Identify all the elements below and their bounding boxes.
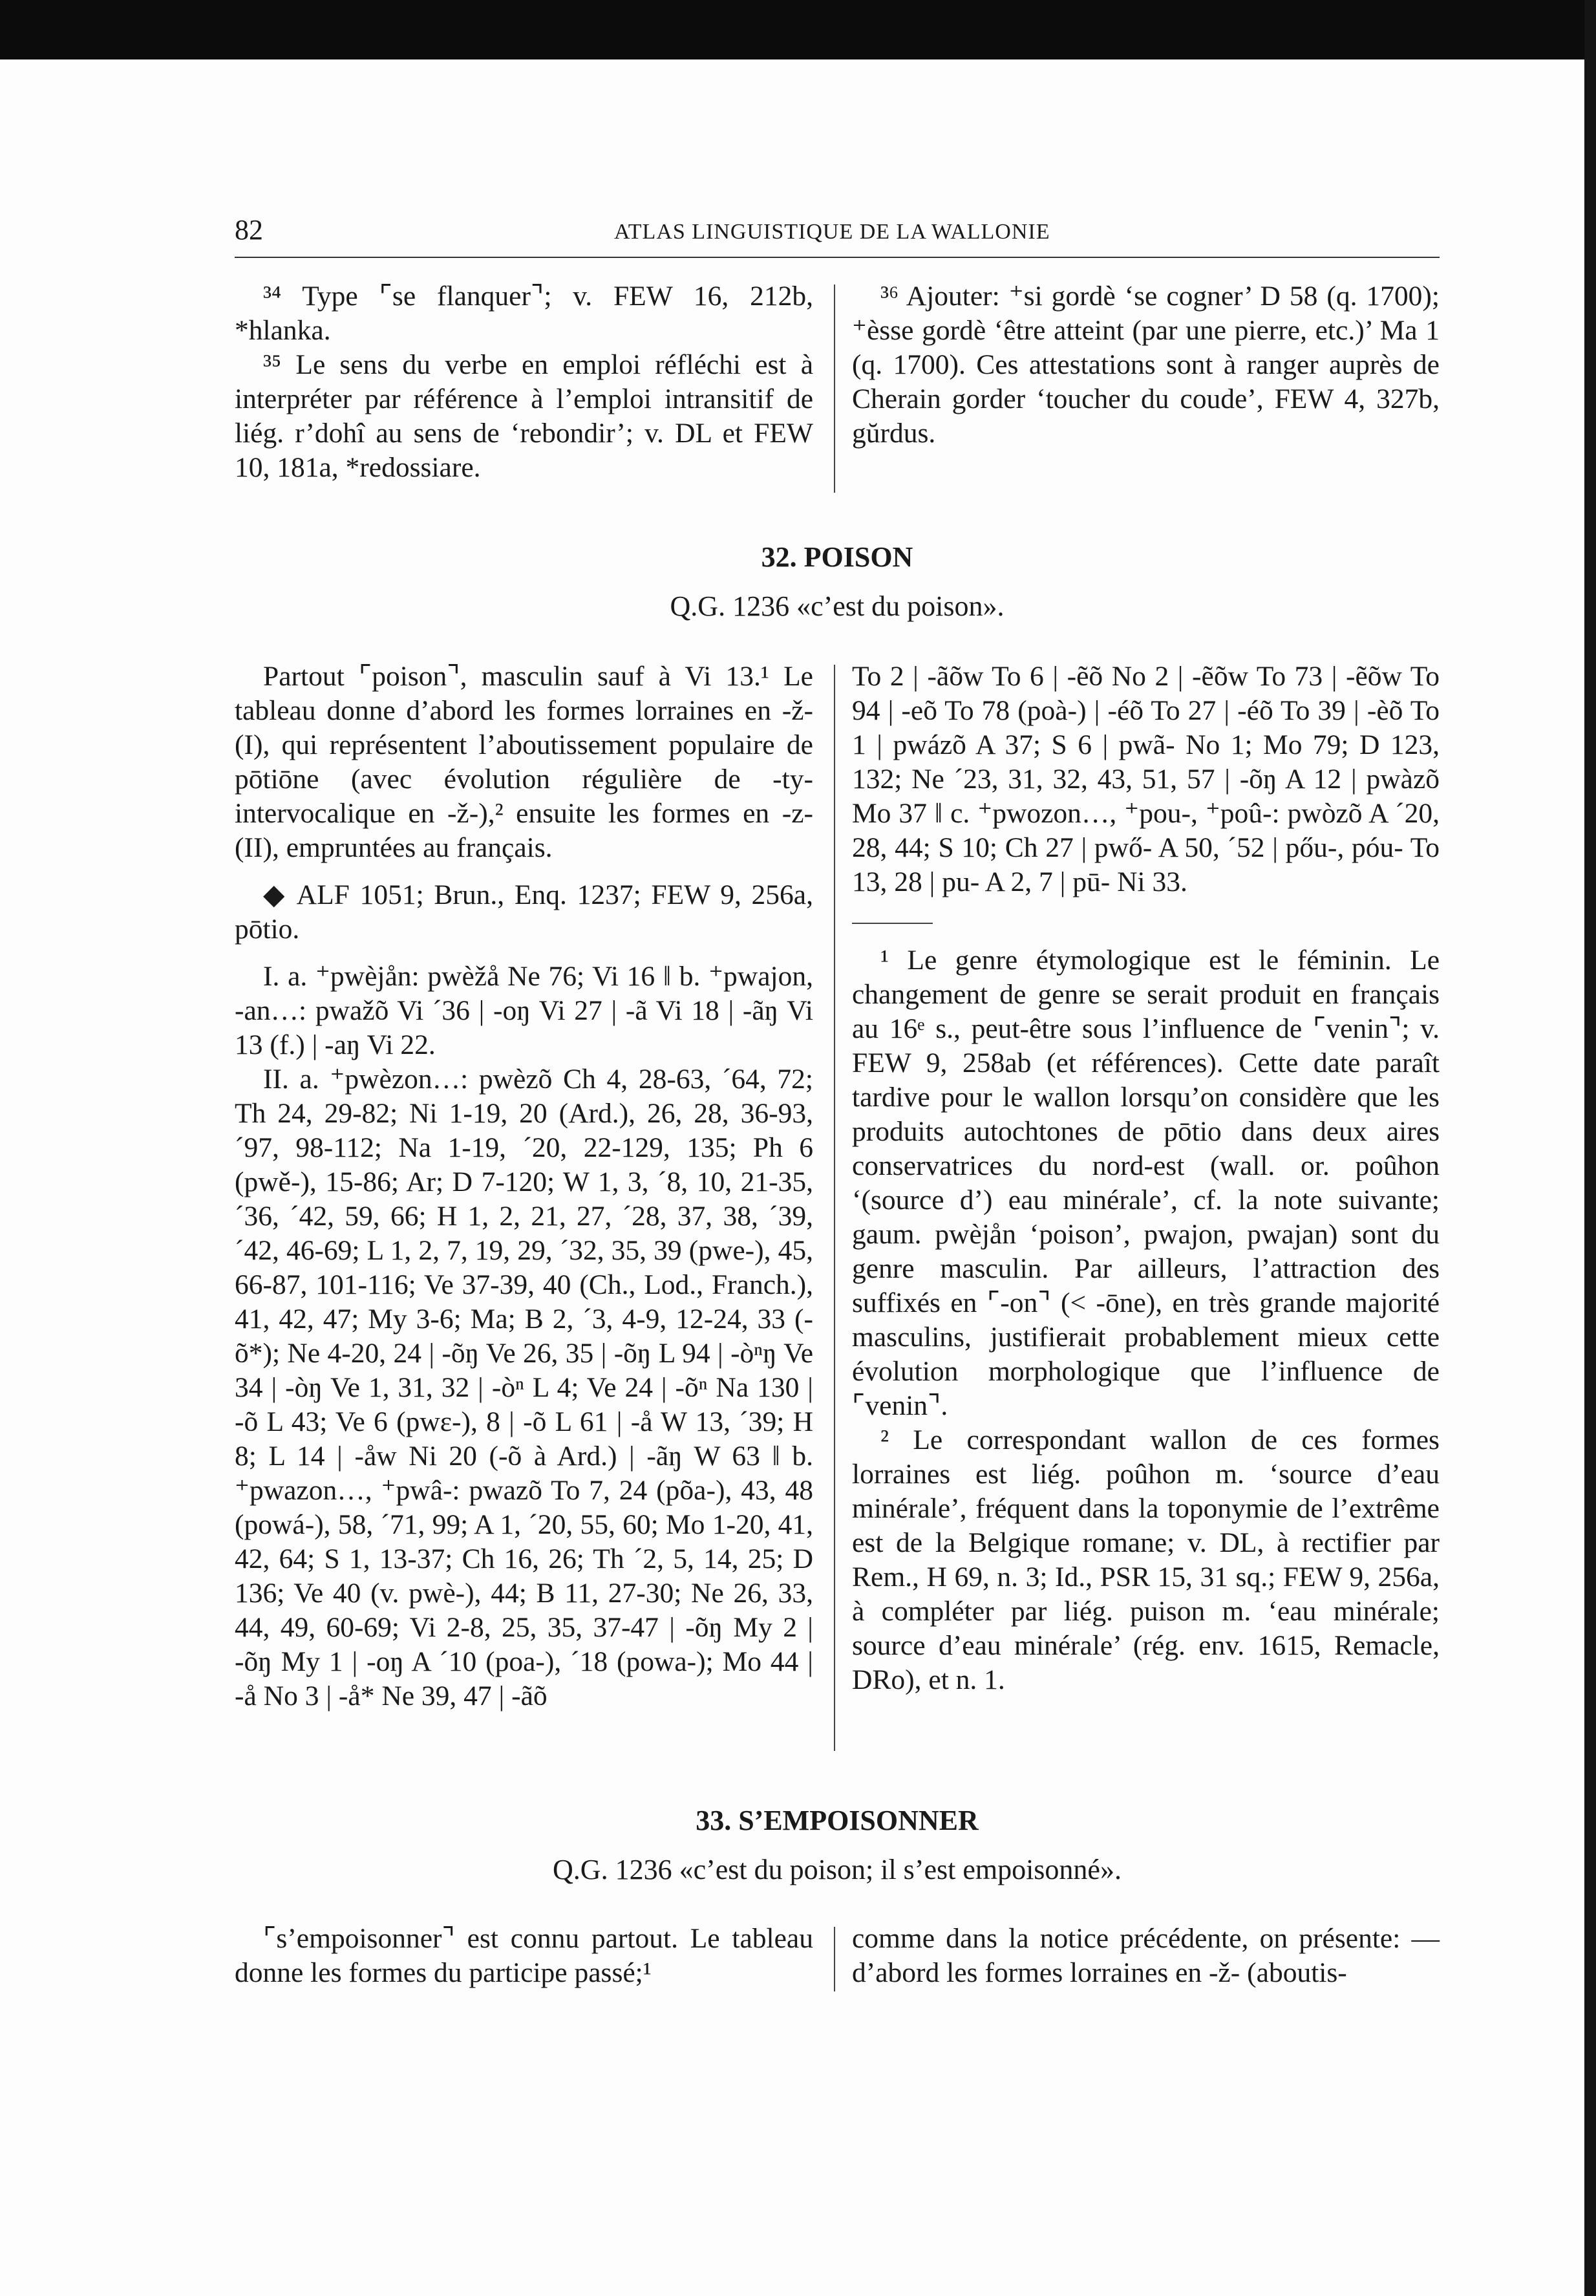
intro-paragraph: Partout ⌜poison⌝, masculin sauf à Vi 13.¹ Le tableau donne d’abord les formes lorraines en -ž- (I), qui représentent l’aboutissement populaire de pōtiōne (avec évolution régulière de -ty- intervocalique en -ž-),² ensuite les formes en -z- (II), empruntées au français. [235, 661, 813, 863]
forms-group-1: I. a. ⁺pwèjån: pwèžå Ne 76; Vi 16 ‖ b. ⁺pwajon, -an…: pwažõ Vi ´36 | -oŋ Vi 27 | -ã Vi 18 | -ãŋ Vi 13 (f.) | -aŋ Vi 22. [235, 961, 813, 1060]
section-33-right-column [852, 1922, 1440, 1990]
footnote-rule [852, 923, 933, 924]
note-36: ³⁶ Ajouter: ⁺si gordè ‘se cogner’ D 58 (q. 1700); ⁺èsse gordè ‘être atteint (par une pierre, etc.)’ Ma 1 (q. 1700). Ces attestations sont à ranger auprès de Cherain gorder ‘toucher du coude’, FEW 4, 327b, gŭrdus. [852, 281, 1440, 449]
section-33-question: Q.G. 1236 «c’est du poison; il s’est empoisonné». [553, 1854, 1122, 1885]
section-32-left-column [235, 660, 813, 1713]
column-divider-32 [834, 665, 835, 1751]
section-32-title: 32. POISON [761, 541, 913, 573]
column-divider-33 [834, 1927, 835, 1991]
forms-group-2: II. a. ⁺pwèzon…: pwèzõ Ch 4, 28-63, ´64, 72; Th 24, 29-82; Ni 1-19, 20 (Ard.), 26, 28, 36-93, ´97, 98-112; Na 1-19, ´20, 22-129, 135; Ph 6 (pwě-), 15-86; Ar; D 7-120; W 1, 3, ´8, 10, 21-35, ´36, ´42, 59, 66; H 1, 2, 21, 27, ´28, 37, 38, ´39, ´42, 46-69; L 1, 2, 7, 19, 29, ´32, 35, 39 (pwe-), 45, 66-87, 101-116; Ve 37-39, 40 (Ch., Lod., Franch.), 41, 42, 47; My 3-6; Ma; B 2, ´3, 4-9, 12-24, 33 (-õ*); Ne 4-20, 24 | -õŋ Ve 26, 35 | -õŋ L 94 | -òⁿŋ Ve 34 | -òŋ Ve 1, 31, 32 | -òⁿ L 4; Ve 24 | -õⁿ Na 130 | -õ L 43; Ve 6 (pwɛ-), 8 | -õ L 61 | -å W 13, ´39; H 8; L 14 | -åw Ni 20 (-õ à Ard.) | -ãŋ W 63 ‖ b. ⁺pwazon…, ⁺pwâ-: pwazõ To 7, 24 (põa-), 43, 48 (powá-), 58, ´71, 99; A 1, ´20, 55, 60; Mo 1-20, 41, 42, 64; S 1, 13-37; Ch 16, 26; Th ´2, 5, 14, 25; D 136; Ve 40 (v. pwè-), 44; B 11, 27-30; Ne 26, 33, 44, 49, 60-69; Vi 2-8, 25, 35, 37-47 | -õŋ My 2 | -õŋ My 1 | -oŋ A ´10 (poa-), ´18 (powa-); Mo 44 | -å No 3 | -å* Ne 39, 47 | -ãõ [235, 1064, 813, 1711]
section-32-right-column [852, 660, 1440, 1697]
note-35: ³⁵ Le sens du verbe en emploi réfléchi est à interpréter par référence à l’emploi intransitif de liég. r’dohî au sens de ‘rebondir’; v. DL et FEW 10, 181a, *redossiare. [235, 349, 813, 483]
footnote-2: ² Le correspondant wallon de ces formes lorraines est liég. poûhon m. ‘source d’eau minérale’, fréquent dans la toponymie de l’extrême est de la Belgique romane; v. DL, à rectifier par Rem., H 69, n. 3; Id., PSR 15, 31 sq.; FEW 9, 256a, à compléter par liég. puison m. ‘eau minérale; source d’eau minérale’ (rég. env. 1615, Remacle, DRo), et n. 1. [852, 1424, 1440, 1695]
footnote-1: ¹ Le genre étymologique est le féminin. Le changement de genre se serait produit en français au 16ᵉ s., peut-être sous l’influence de ⌜venin⌝; v. FEW 9, 258ab (et références). Cette date paraît tardive pour le wallon lorsqu’on considère que les produits autochtones de pōtio dans deux aires conservatrices du nord-est (wall. or. poûhon ‘(source d’) eau minérale’, cf. la note suivante; gaum. pwèjån ‘poison’, pwajon, pwajan) sont du genre masculin. Par ailleurs, l’attraction des suffixés en ⌜-on⌝ (< -ōne), en très grande majorité masculins, justifierait probablement mieux cette évolution morphologique que l’influence de ⌜venin⌝. [852, 945, 1440, 1421]
section-32-question: Q.G. 1236 «c’est du poison». [670, 590, 1005, 622]
scan-right-border [1584, 0, 1596, 2296]
scan-top-border [0, 0, 1596, 59]
forms-continuation: To 2 | -ãõw To 6 | -ẽõ No 2 | -ẽõw To 73 | -ẽõw To 94 | -eõ To 78 (poà-) | -éõ To 27 | -éõ To 39 | -èõ To 1 | pwázõ A 37; S 6 | pwã- No 1; Mo 79; D 123, 132; Ne ´23, 31, 32, 43, 51, 57 | -õŋ A 12 | pwàzõ Mo 37 ‖ c. ⁺pwozon…, ⁺pou-, ⁺poû-: pwòzõ A ´20, 28, 44; S 10; Ch 27 | pwő- A 50, ´52 | pőu-, póu- To 13, 28 | pu- A 2, 7 | pū- Ni 33. [852, 661, 1440, 897]
column-divider-notes [834, 284, 835, 493]
header-rule [235, 257, 1440, 258]
page-number: 82 [235, 214, 263, 246]
section-33-intro: ⌜s’empoisonner⌝ est connu partout. Le tableau donne les formes du participe passé;¹ [235, 1923, 813, 1988]
running-title: ATLAS LINGUISTIQUE DE LA WALLONIE [614, 220, 1050, 244]
section-33-title: 33. S’EMPOISONNER [696, 1805, 979, 1836]
top-notes-right [852, 279, 1440, 451]
top-notes-left [235, 279, 813, 485]
section-33-continuation: comme dans la notice précédente, on présente: — d’abord les formes lorraines en -ž- (aboutis- [852, 1923, 1440, 1988]
note-34: ³⁴ Type ⌜se flanquer⌝; v. FEW 16, 212b, *hlanka. [235, 281, 813, 346]
references-paragraph: ◆ ALF 1051; Brun., Enq. 1237; FEW 9, 256a, pōtio. [235, 879, 813, 945]
section-33-left-column [235, 1922, 813, 1990]
